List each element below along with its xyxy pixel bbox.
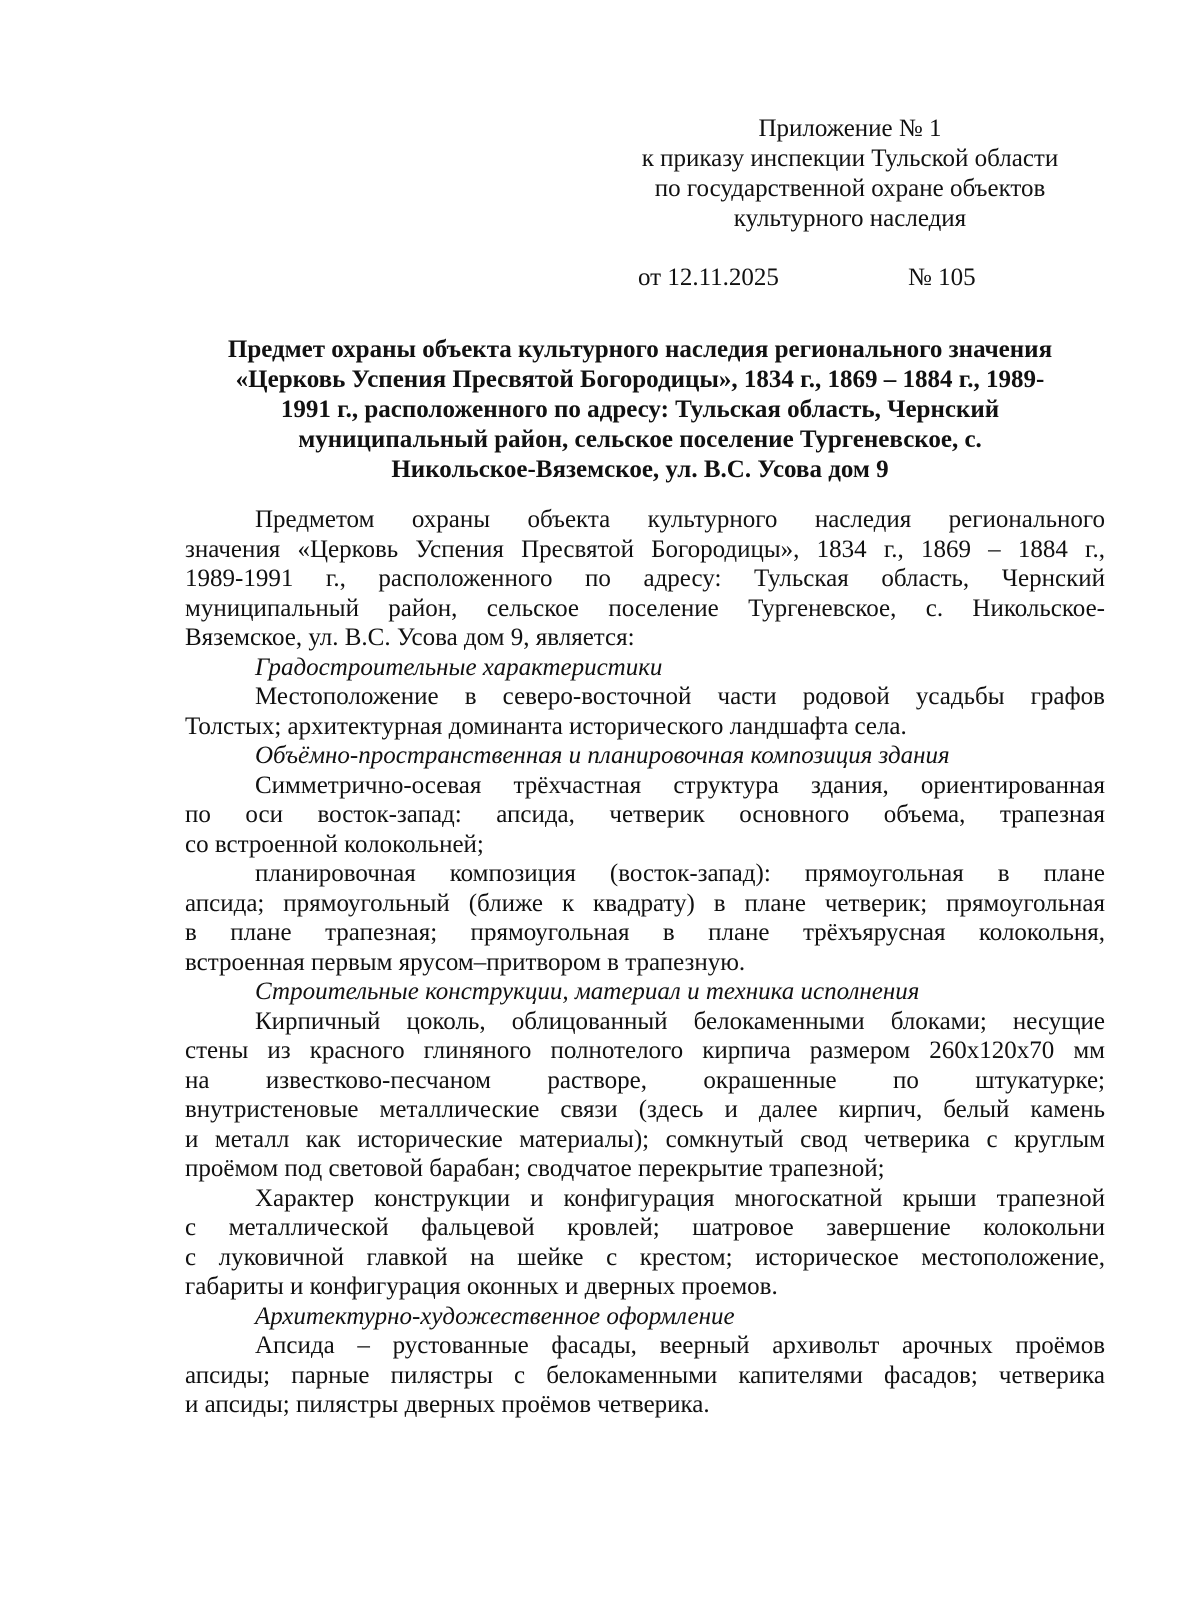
section2-line: в плане трапезная; прямоугольная в плане трёхъярусная колокольня, — [185, 919, 1105, 946]
intro-line: муниципальный район, сельское поселение Тургеневское, с. Никольское- — [185, 594, 1105, 622]
intro-line: Предметом охраны объекта культурного наследия регионального — [255, 506, 1105, 533]
section3-line: с луковичной главкой на шейке с крестом; историческое местоположение, — [185, 1243, 1105, 1271]
section-heading-urban: Градостроительные характеристики — [255, 653, 663, 681]
order-number: № 105 — [908, 264, 976, 291]
section3-line: стены из красного глиняного полнотелого кирпича размером 260х120х70 мм — [185, 1037, 1105, 1064]
intro-line: значения «Церковь Успения Пресвятой Богородицы», 1834 г., 1869 – 1884 г., — [185, 535, 1105, 563]
section2-line: по оси восток-запад: апсида, четверик основного объема, трапезная — [185, 801, 1105, 828]
section2-line: апсида; прямоугольный (ближе к квадрату) в плане четверик; прямоугольная — [185, 889, 1105, 917]
section2-line: со встроенной колокольней; — [185, 830, 484, 858]
section1-line: Толстых; архитектурная доминанта исторического ландшафта села. — [185, 712, 907, 740]
section3-line: Кирпичный цоколь, облицованный белокаменными блоками; несущие — [255, 1007, 1105, 1035]
appendix-number: Приложение № 1 — [758, 115, 942, 142]
order-date: от 12.11.2025 — [638, 264, 779, 291]
section4-line: и апсиды; пилястры дверных проёмов четверика. — [185, 1391, 710, 1418]
section3-line: проёмом под световой барабан; сводчатое перекрытие трапезной; — [185, 1155, 885, 1182]
section4-line: Апсида – рустованные фасады, веерный архивольт арочных проёмов — [255, 1332, 1105, 1359]
document-title — [180, 335, 1100, 485]
title-line: 1991 г., расположенного по адресу: Тульская область, Чернский — [280, 396, 1000, 423]
section2-line: планировочная композиция (восток-запад): прямоугольная в плане — [255, 860, 1105, 887]
intro-line: Вяземское, ул. В.С. Усова дом 9, является: — [185, 624, 635, 651]
document-body — [185, 505, 1105, 1420]
section-heading-architecture: Архитектурно-художественное оформление — [255, 1302, 735, 1330]
appendix-order-ref-2: по государственной охране объектов — [654, 175, 1046, 202]
title-line: Предмет охраны объекта культурного наследия регионального значения — [227, 336, 1053, 363]
section3-line: с металлической фальцевой кровлей; шатровое завершение колокольни — [185, 1214, 1105, 1241]
appendix-header — [620, 114, 1080, 234]
title-line: «Церковь Успения Пресвятой Богородицы», 1834 г., 1869 – 1884 г., 1989- — [235, 366, 1045, 393]
section3-line: габариты и конфигурация оконных и дверных проемов. — [185, 1273, 778, 1300]
section3-line: на известково-песчаном растворе, окрашенные по штукатурке; — [185, 1066, 1105, 1094]
title-line: Никольское-Вяземское, ул. В.С. Усова дом 9 — [391, 456, 889, 483]
section3-line: и металл как исторические материалы); сомкнутый свод четверика с круглым — [185, 1125, 1105, 1153]
section2-line: встроенная первым ярусом–притвором в трапезную. — [185, 948, 746, 976]
section-heading-construction: Строительные конструкции, материал и техника исполнения — [255, 978, 920, 1005]
section-heading-composition: Объёмно-пространственная и планировочная композиция здания — [255, 742, 950, 769]
section2-line: Симметрично-осевая трёхчастная структура здания, ориентированная — [255, 771, 1105, 799]
title-line: муниципальный район, сельское поселение Тургеневское, с. — [298, 426, 982, 453]
section4-line: апсиды; парные пилястры с белокаменными капителями фасадов; четверика — [185, 1361, 1105, 1389]
appendix-order-ref: к приказу инспекции Тульской области — [641, 145, 1059, 172]
appendix-order-ref-3: культурного наследия — [733, 205, 967, 232]
section3-line: Характер конструкции и конфигурация многоскатной крыши трапезной — [255, 1184, 1105, 1212]
intro-line: 1989-1991 г., расположенного по адресу: Тульская область, Чернский — [185, 565, 1105, 592]
section3-line: внутристеновые металлические связи (здесь и далее кирпич, белый камень — [185, 1096, 1105, 1123]
section1-line: Местоположение в северо-восточной части родовой усадьбы графов — [255, 683, 1105, 710]
